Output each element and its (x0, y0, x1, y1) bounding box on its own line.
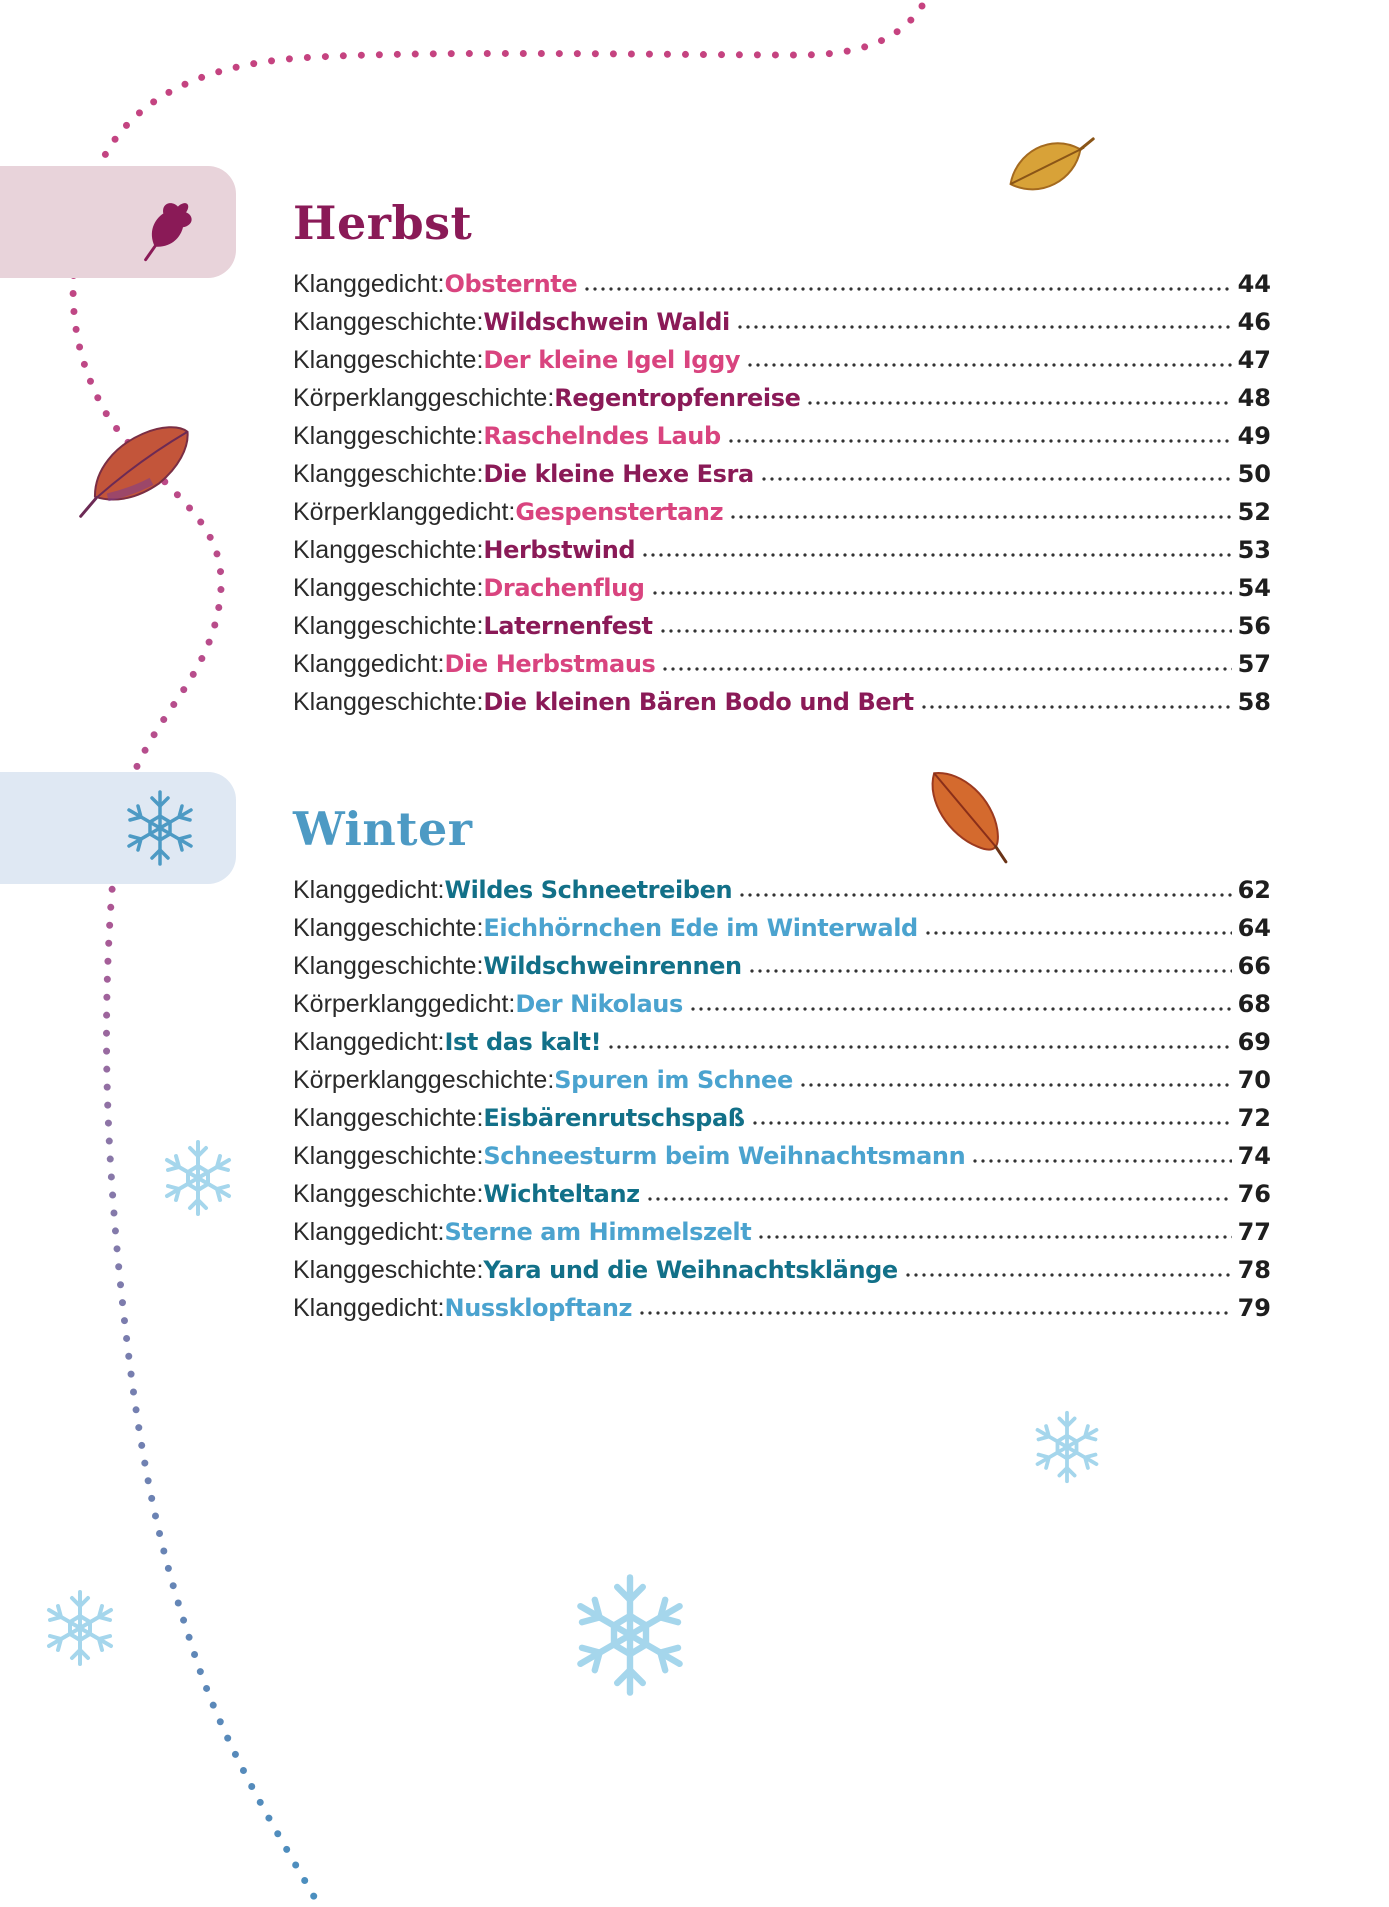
entry-label: Klanggeschichte: (293, 536, 484, 564)
dot-leader (583, 286, 1231, 292)
leaf-icon (1002, 125, 1104, 201)
entry-page-number: 79 (1237, 1294, 1271, 1322)
entry-page-number: 72 (1237, 1104, 1271, 1132)
entry-page-number: 47 (1237, 346, 1271, 374)
dot-leader (920, 704, 1232, 710)
entry-label: Klanggeschichte: (293, 460, 484, 488)
entry-label: Klanggeschichte: (293, 914, 484, 942)
toc-entry[interactable] (293, 1066, 1271, 1104)
entry-title[interactable]: Spuren im Schnee (554, 1066, 793, 1094)
snowflake-icon (580, 1577, 679, 1692)
entry-page-number: 50 (1237, 460, 1271, 488)
dot-leader (641, 552, 1231, 558)
entry-label: Klanggedicht: (293, 270, 445, 298)
entry-page-number: 46 (1237, 308, 1271, 336)
entry-page-number: 66 (1237, 952, 1271, 980)
entry-page-number: 58 (1237, 688, 1271, 716)
entry-label: Klanggeschichte: (293, 1142, 484, 1170)
entry-title[interactable]: Die Herbstmaus (444, 650, 656, 678)
toc-entry[interactable] (293, 1218, 1271, 1256)
entry-page-number: 70 (1237, 1066, 1271, 1094)
dot-leader (904, 1272, 1232, 1278)
entry-title[interactable]: Wildschwein Waldi (483, 308, 730, 336)
herbst-tab (0, 166, 236, 278)
dot-leader (738, 892, 1231, 898)
dot-leader (806, 400, 1231, 406)
leaf-icon (917, 759, 1024, 874)
toc-entry[interactable] (293, 1294, 1271, 1332)
entry-page-number: 78 (1237, 1256, 1271, 1284)
snowflake-icon (49, 1592, 111, 1664)
dot-leader (751, 1120, 1232, 1126)
toc-entry[interactable] (293, 536, 1271, 574)
snowflake-icon (167, 1142, 229, 1214)
toc-entry[interactable] (293, 460, 1271, 498)
entry-page-number: 54 (1237, 574, 1271, 602)
toc-entry[interactable] (293, 384, 1271, 422)
entry-label: Klanggeschichte: (293, 1256, 484, 1284)
entry-title[interactable]: Obsternte (444, 270, 578, 298)
entry-label: Klanggedicht: (293, 1294, 445, 1322)
entry-label: Klanggeschichte: (293, 1104, 484, 1132)
entry-title[interactable]: Die kleine Hexe Esra (483, 460, 754, 488)
entry-label: Klanggeschichte: (293, 308, 484, 336)
toc-entry[interactable] (293, 952, 1271, 990)
snowflake-icon (0, 772, 236, 884)
entry-label: Klanggedicht: (293, 876, 445, 904)
entry-page-number: 62 (1237, 876, 1271, 904)
dot-leader (661, 666, 1231, 672)
toc-entry[interactable] (293, 612, 1271, 650)
entry-label: Klanggedicht: (293, 1218, 445, 1246)
entry-title[interactable]: Regentropfenreise (554, 384, 801, 412)
toc-entry[interactable] (293, 346, 1271, 384)
dot-leader (659, 628, 1232, 634)
toc-entry[interactable] (293, 1256, 1271, 1294)
dot-leader (746, 362, 1231, 368)
toc-entry[interactable] (293, 498, 1271, 536)
toc-winter (293, 876, 1271, 1332)
entry-label: Klanggeschichte: (293, 1180, 484, 1208)
leaf-icon (0, 166, 236, 278)
toc-entry[interactable] (293, 990, 1271, 1028)
dot-leader (924, 930, 1232, 936)
entry-label: Körperklanggedicht: (293, 990, 516, 1018)
toc-entry[interactable] (293, 574, 1271, 612)
winter-tab (0, 772, 236, 884)
toc-entry[interactable] (293, 1104, 1271, 1142)
entry-title[interactable]: Drachenflug (483, 574, 645, 602)
entry-page-number: 77 (1237, 1218, 1271, 1246)
dot-leader (971, 1158, 1231, 1164)
entry-title[interactable]: Wichteltanz (483, 1180, 640, 1208)
entry-title[interactable]: Herbstwind (483, 536, 636, 564)
entry-title[interactable]: Gespenstertanz (515, 498, 724, 526)
leaf-icon (61, 410, 202, 531)
entry-page-number: 56 (1237, 612, 1271, 640)
entry-page-number: 68 (1237, 990, 1271, 1018)
dot-leader (736, 324, 1232, 330)
dot-leader (607, 1044, 1231, 1050)
entry-page-number: 49 (1237, 422, 1271, 450)
entry-title[interactable]: Nussklopftanz (444, 1294, 633, 1322)
entry-page-number: 53 (1237, 536, 1271, 564)
snowflake-icon (1038, 1413, 1097, 1481)
section-title-herbst: Herbst (293, 196, 473, 250)
entry-label: Klanggedicht: (293, 1028, 445, 1056)
entry-label: Klanggeschichte: (293, 612, 484, 640)
dot-leader (651, 590, 1232, 596)
toc-entry[interactable] (293, 688, 1271, 726)
entry-page-number: 69 (1237, 1028, 1271, 1056)
entry-page-number: 44 (1237, 270, 1271, 298)
entry-page-number: 76 (1237, 1180, 1271, 1208)
toc-entry[interactable] (293, 1028, 1271, 1066)
entry-title[interactable]: Die kleinen Bären Bodo und Bert (483, 688, 914, 716)
dot-leader (799, 1082, 1232, 1088)
entry-title[interactable]: Raschelndes Laub (483, 422, 721, 450)
entry-label: Klanggeschichte: (293, 952, 484, 980)
entry-label: Klanggeschichte: (293, 422, 484, 450)
entry-page-number: 74 (1237, 1142, 1271, 1170)
toc-entry[interactable] (293, 650, 1271, 688)
entry-label: Klanggeschichte: (293, 688, 484, 716)
toc-entry[interactable] (293, 422, 1271, 460)
toc-entry[interactable] (293, 1180, 1271, 1218)
entry-title[interactable]: Eichhörnchen Ede im Winterwald (483, 914, 918, 942)
toc-entry[interactable] (293, 914, 1271, 952)
entry-title[interactable]: Laternenfest (483, 612, 653, 640)
dot-leader (638, 1310, 1232, 1316)
entry-title[interactable]: Ist das kalt! (444, 1028, 602, 1056)
entry-label: Körperklanggedicht: (293, 498, 516, 526)
entry-label: Körperklanggeschichte: (293, 1066, 555, 1094)
entry-label: Klanggeschichte: (293, 574, 484, 602)
entry-title[interactable]: Der kleine Igel Iggy (483, 346, 741, 374)
entry-label: Klanggeschichte: (293, 346, 484, 374)
dot-leader (646, 1196, 1232, 1202)
entry-page-number: 57 (1237, 650, 1271, 678)
toc-entry[interactable] (293, 308, 1271, 346)
entry-page-number: 52 (1237, 498, 1271, 526)
dot-leader (757, 1234, 1231, 1240)
entry-title[interactable]: Schneesturm beim Weihnachtsmann (483, 1142, 966, 1170)
entry-title[interactable]: Sterne am Himmelszelt (444, 1218, 752, 1246)
toc-entry[interactable] (293, 876, 1271, 914)
entry-page-number: 48 (1237, 384, 1271, 412)
dot-leader (760, 476, 1232, 482)
entry-title[interactable]: Wildschweinrennen (483, 952, 742, 980)
toc-entry[interactable] (293, 1142, 1271, 1180)
toc-herbst (293, 270, 1271, 726)
dot-leader (689, 1006, 1232, 1012)
toc-entry[interactable] (293, 270, 1271, 308)
entry-title[interactable]: Der Nikolaus (515, 990, 683, 1018)
entry-page-number: 64 (1237, 914, 1271, 942)
entry-label: Körperklanggeschichte: (293, 384, 555, 412)
dot-leader (729, 514, 1231, 520)
section-title-winter: Winter (293, 802, 473, 856)
dot-leader (748, 968, 1232, 974)
entry-title[interactable]: Eisbärenrutschspaß (483, 1104, 745, 1132)
entry-title[interactable]: Yara und die Weihnachtsklänge (483, 1256, 898, 1284)
dot-leader (727, 438, 1232, 444)
entry-title[interactable]: Wildes Schneetreiben (444, 876, 733, 904)
entry-label: Klanggedicht: (293, 650, 445, 678)
